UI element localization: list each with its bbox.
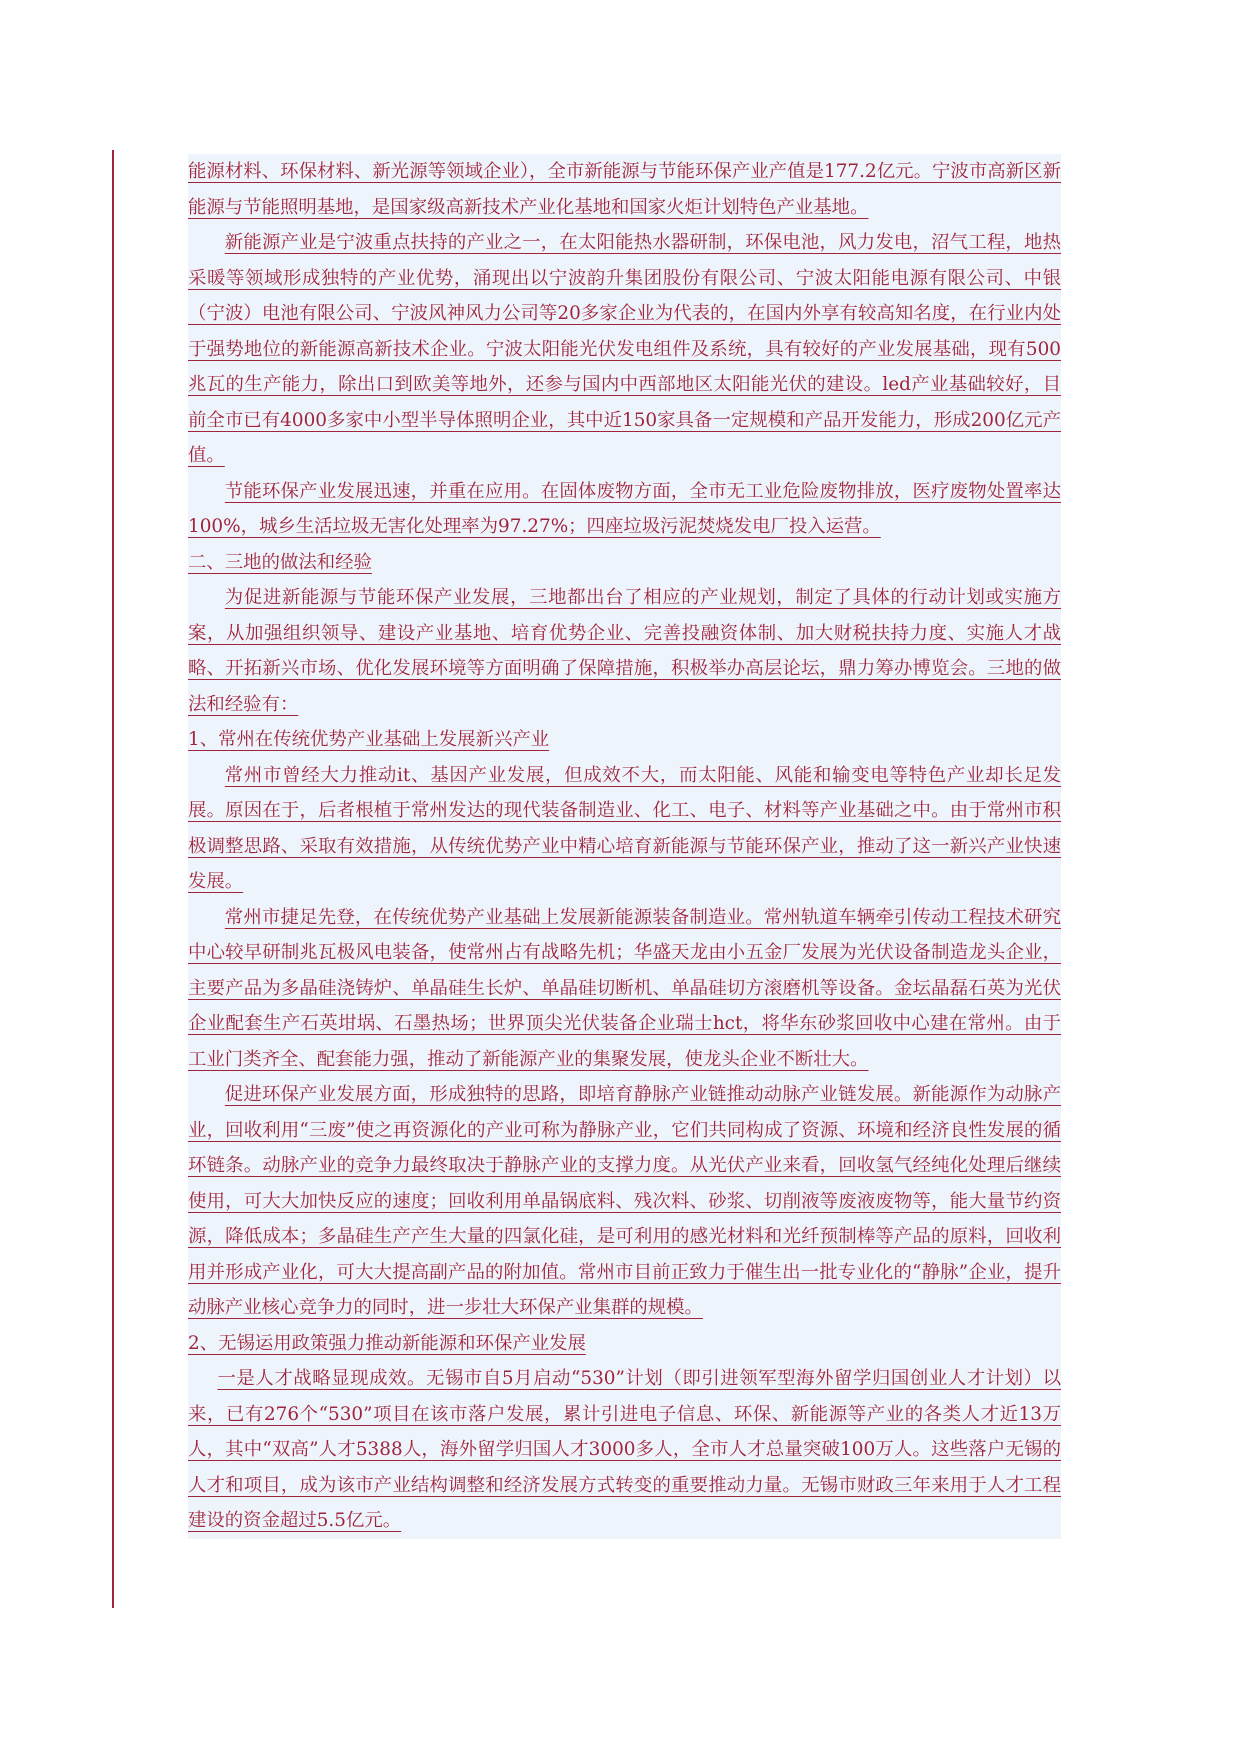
paragraph-wuxi-talent-strategy: 一是人才战略显现成效。无锡市自5月启动“530”计划（即引进领军型海外留学归国创业人才计划）以来，已有276个“530”项目在该市落户发展，累计引进电子信息、环保、新能源等产业的各类人才近13万人，其中“双高”人才5388人，海外留学归国人才3000多人，全市人才总量突破100万人。这些落户无锡的人才和项目，成为该市产业结构调整和经济发展方式转变的重要推动力量。无锡市财政三年来用于人才工程建设的资金超过5.5亿元。 [188,1368,1061,1531]
paragraph-changzhou-equipment: 常州市捷足先登，在传统优势产业基础上发展新能源装备制造业。常州轨道车辆牵引传动工程技术研究中心较早研制兆瓦极风电装备，使常州占有战略先机；华盛天龙由小五金厂发展为光伏设备制造龙头企业，主要产品为多晶硅浇铸炉、单晶硅生长炉、单晶硅切断机、单晶硅切方滚磨机等设备。金坛晶磊石英为光伏企业配套生产石英坩埚、石墨热场；世界顶尖光伏装备企业瑞士hct，将华东砂浆回收中心建在常州。由于工业门类齐全、配套能力强，推动了新能源产业的集聚发展，使龙头企业不断壮大。 [188,906,1061,1070]
paragraph-ningbo-industry-output: 能源材料、环保材料、新光源等领域企业），全市新能源与节能环保产业产值是177.2亿元。宁波市高新区新能源与节能照明基地，是国家级高新技术产业化基地和国家火炬计划特色产业基地。 [188,161,1061,218]
paragraph-three-cities-measures: 为促进新能源与节能环保产业发展，三地都出台了相应的产业规划，制定了具体的行动计划或实施方案，从加强组织领导、建设产业基地、培育优势企业、完善投融资体制、加大财税扶持力度、实施人才战略、开拓新兴市场、优化发展环境等方面明确了保障措施，积极举办高层论坛，鼎力筹办博览会。三地的做法和经验有： [188,587,1061,715]
paragraph-ningbo-new-energy: 新能源产业是宁波重点扶持的产业之一，在太阳能热水器研制，环保电池，风力发电，沼气工程，地热采暖等领域形成独特的产业优势，涌现出以宁波韵升集团股份有限公司、宁波太阳能电源有限公司、中银（宁波）电池有限公司、宁波风神风力公司等20多家企业为代表的，在国内外享有较高知名度，在行业内处于强势地位的新能源高新技术企业。宁波太阳能光伏发电组件及系统，具有较好的产业发展基础，现有500兆瓦的生产能力，除出口到欧美等地外，还参与国内中西部地区太阳能光伏的建设。led产业基础较好，目前全市已有4000多家中小型半导体照明企业，其中近150家具备一定规模和产品开发能力，形成200亿元产值。 [188,232,1061,466]
paragraph-ningbo-environmental: 节能环保产业发展迅速，并重在应用。在固体废物方面，全市无工业危险废物排放，医疗废物处置率达100%，城乡生活垃圾无害化处理率为97.27%；四座垃圾污泥焚烧发电厂投入运营。 [188,480,1061,537]
paragraph-changzhou-overview: 常州市曾经大力推动it、基因产业发展，但成效不大，而太阳能、风能和输变电等特色产业却长足发展。原因在于，后者根植于常州发达的现代装备制造业、化工、电子、材料等产业基础之中。由于常州市积极调整思路、采取有效措施，从传统优势产业中精心培育新能源与节能环保产业，推动了这一新兴产业快速发展。 [188,764,1061,892]
tracked-insertion-block [188,154,1061,1539]
subheading-wuxi: 2、无锡运用政策强力推动新能源和环保产业发展 [188,1332,586,1354]
subheading-changzhou: 1、常州在传统优势产业基础上发展新兴产业 [188,729,550,750]
paragraph-changzhou-venous-industry: 促进环保产业发展方面，形成独特的思路，即培育静脉产业链推动动脉产业链发展。新能源作为动脉产业，回收利用“三废”使之再资源化的产业可称为静脉产业，它们共同构成了资源、环境和经济良性发展的循环链条。动脉产业的竞争力最终取决于静脉产业的支撑力度。从光伏产业来看，回收氢气经纯化处理后继续使用，可大大加快反应的速度；回收利用单晶锅底料、残次料、砂浆、切削液等废液废物等，能大量节约资源，降低成本；多晶硅生产产生大量的四氯化硅，是可利用的感光材料和光纤预制棒等产品的原料，回收利用并形成产业化，可大大提高副产品的附加值。常州市目前正致力于催生出一批专业化的“静脉”企业，提升动脉产业核心竞争力的同时，进一步壮大环保产业集群的规模。 [188,1084,1061,1318]
revision-change-bar [112,150,114,1608]
section-heading-practices: 二、三地的做法和经验 [188,551,372,573]
